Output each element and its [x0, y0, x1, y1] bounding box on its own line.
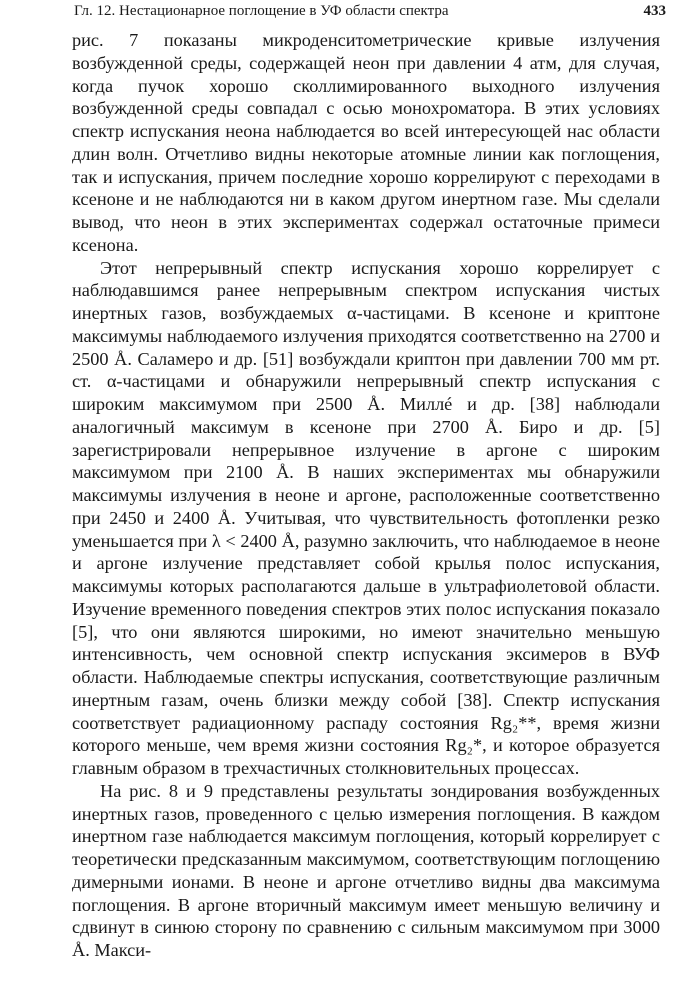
paragraph-2: Этот непрерывный спектр испускания хорошо коррелирует с наблюдавшимся ранее непрерывным спектром испускания чистых инертных газов, возбуждаемых α-частицами. В ксеноне и криптоне максимумы наблюдаемого излучения приходятся соответственно на 2700 и 2500 Å. Саламеро и др. [51] возбуждали криптон при давлении 700 мм рт. ст. α-частицами и обнаружили непрерывный спектр испускания с широким максимумом при 2500 Å. Миллé и др. [38] наблюдали аналогичный максимум в ксеноне при 2700 Å. Биро и др. [5] зарегистрировали непрерывное излучение в аргоне с широким максимумом при 2100 Å. В наших экспериментах мы обнаружили максимумы излучения в неоне и аргоне, расположенные соответственно при 2450 и 2400 Å. Учитывая, что чувствительность фотопленки резко уменьшается при λ < 2400 Å, разумно заключить, что наблюдаемое в неоне и аргоне излучение представляет собой крылья полос испускания, максимумы которых располагаются дальше в ультрафиолетовой области. Изучение временного поведения спектров этих полос испускания показало [5], что они являются широкими, но имеют значительно меньшую интенсивность, чем основной спектр испускания эксимеров в ВУФ области. Наблюдаемые спектры испускания, соответствующие различным инертным газам, очень близки между собой [38]. Спектр испускания соответствует радиационному распаду состояния Rg₂**, время жизни которого меньше, чем время жизни состояния Rg₂*, и которое образуется главным образом в трехчастичных столкновительных процессах.	[72, 257, 660, 778]
body-text	[72, 29, 660, 962]
paragraph-3: На рис. 8 и 9 представлены результаты зондирования возбужденных инертных газов, проведенного с целью измерения поглощения. В каждом инертном газе наблюдается максимум поглощения, который коррелирует с теоретически предсказанным максимумом, соответствующим поглощению димерными ионами. В неоне и аргоне отчетливо видны два максимума поглощения. В аргоне вторичный максимум имеет меньшую величину и сдвинут в синюю сторону по сравнению с сильным максимумом при 3000 Å. Макси-	[72, 780, 660, 960]
running-header	[74, 0, 666, 22]
paragraph-1: рис. 7 показаны микроденситометрические кривые излучения возбужденной среды, содержащей неон при давлении 4 атм, для случая, когда пучок хорошо сколлимированного выходного излучения возбужденной среды совпадал с осью монохроматора. В этих условиях спектр испускания неона наблюдается во всей интересующей нас области длин волн. Отчетливо видны некоторые атомные линии как поглощения, так и испускания, причем последние хорошо коррелируют с переходами в ксеноне и не наблюдаются ни в каком другом инертном газе. Мы сделали вывод, что неон в этих экспериментах содержал остаточные примеси ксенона.	[72, 30, 660, 255]
page-number: 433	[643, 3, 666, 19]
chapter-title: Гл. 12. Нестационарное поглощение в УФ области спектра	[74, 3, 449, 19]
